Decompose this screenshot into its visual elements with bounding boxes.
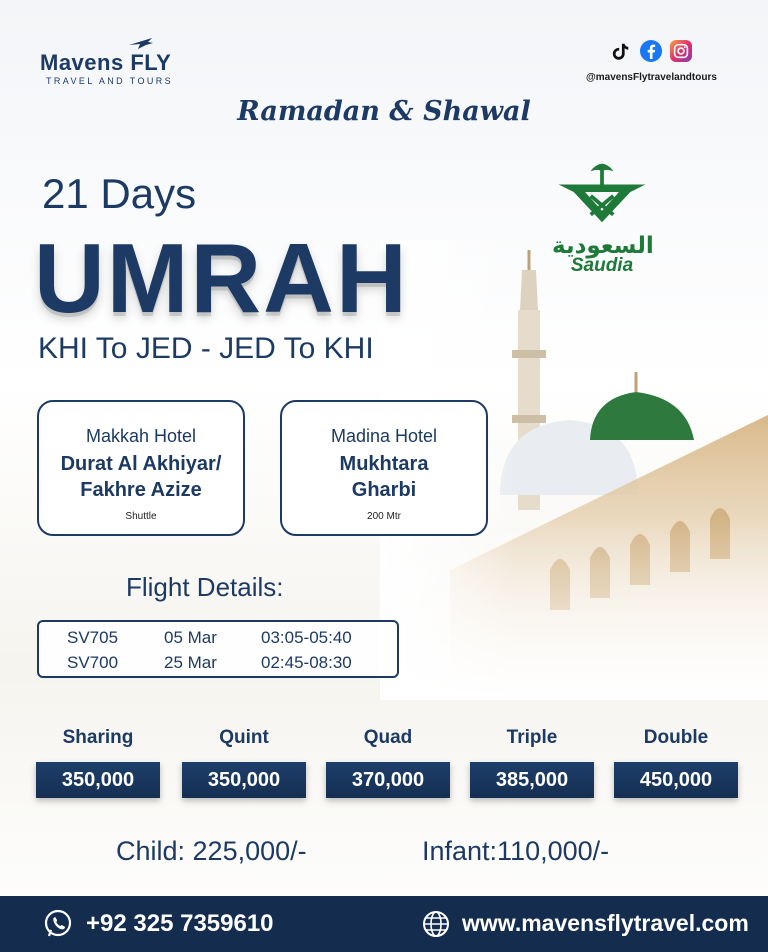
price-value: 350,000	[182, 762, 306, 798]
flight-table	[37, 620, 399, 678]
flight-date: 05 Mar	[164, 628, 217, 647]
flight-time: 02:45-08:30	[261, 653, 352, 672]
flight-row	[39, 653, 401, 677]
flight-details-title: Flight Details:	[126, 572, 284, 602]
price-value: 450,000	[614, 762, 738, 798]
price-category: Sharing	[62, 727, 134, 748]
flight-time: 03:05-05:40	[261, 628, 352, 647]
hotel-name	[282, 451, 486, 503]
season-heading: Ramadan & Shawal	[237, 96, 531, 127]
price-category: Triple	[506, 727, 558, 748]
globe-icon	[420, 908, 452, 940]
hotel-note: Shuttle	[125, 511, 157, 522]
child-price: Child: 225,000/-	[116, 836, 307, 866]
package-title: UMRAH	[34, 223, 409, 333]
hotel-note: 200 Mtr	[367, 511, 401, 522]
hotel-label: Madina Hotel	[330, 426, 438, 446]
price-category: Quint	[219, 727, 269, 748]
phone-number[interactable]: +92 325 7359610	[86, 910, 274, 937]
flight-number: SV700	[67, 653, 119, 672]
price-sharing	[36, 724, 160, 798]
airline-name: Saudia	[570, 255, 634, 276]
hotel-name-line2: Gharbi	[351, 479, 417, 501]
hotel-name-line2: Fakhre Azize	[80, 479, 202, 501]
package-route: KHI To JED - JED To KHI	[38, 332, 374, 365]
flight-row	[39, 628, 401, 652]
flight-date: 25 Mar	[164, 653, 217, 672]
hotel-card-makkah	[37, 400, 245, 536]
flight-number: SV705	[67, 628, 119, 647]
price-double	[614, 724, 738, 798]
brand-name: Mavens FLY	[40, 50, 172, 75]
website-link[interactable]: www.mavensflytravel.com	[462, 910, 749, 936]
instagram-icon[interactable]	[670, 40, 692, 62]
airline-logo	[552, 160, 652, 278]
whatsapp-icon[interactable]	[42, 908, 74, 940]
brand-tagline: TRAVEL AND TOURS	[46, 76, 174, 86]
social-handle[interactable]: @mavensFlytravelandtours	[586, 72, 717, 83]
brand-logo[interactable]	[40, 36, 190, 92]
hotel-name-line1: Durat Al Akhiyar/	[60, 453, 222, 475]
price-quad	[326, 724, 450, 798]
price-triple	[470, 724, 594, 798]
price-value: 370,000	[326, 762, 450, 798]
hotel-name	[39, 451, 243, 503]
saudia-emblem-icon	[554, 160, 650, 226]
tiktok-icon[interactable]	[610, 40, 632, 62]
price-value: 385,000	[470, 762, 594, 798]
price-category: Quad	[363, 727, 413, 748]
hotel-name-line1: Mukhtara	[339, 453, 429, 475]
contact-footer	[0, 896, 768, 952]
hotel-label: Makkah Hotel	[85, 426, 197, 446]
airline-name-arabic: السعودية	[552, 233, 654, 259]
infant-price: Infant:110,000/-	[422, 836, 610, 866]
hotel-card-madina	[280, 400, 488, 536]
price-category: Double	[643, 727, 709, 748]
price-quint	[182, 724, 306, 798]
price-value: 350,000	[36, 762, 160, 798]
social-links	[586, 40, 726, 90]
plane-icon	[128, 36, 154, 50]
package-duration: 21 Days	[42, 170, 197, 217]
facebook-icon[interactable]	[640, 40, 662, 62]
